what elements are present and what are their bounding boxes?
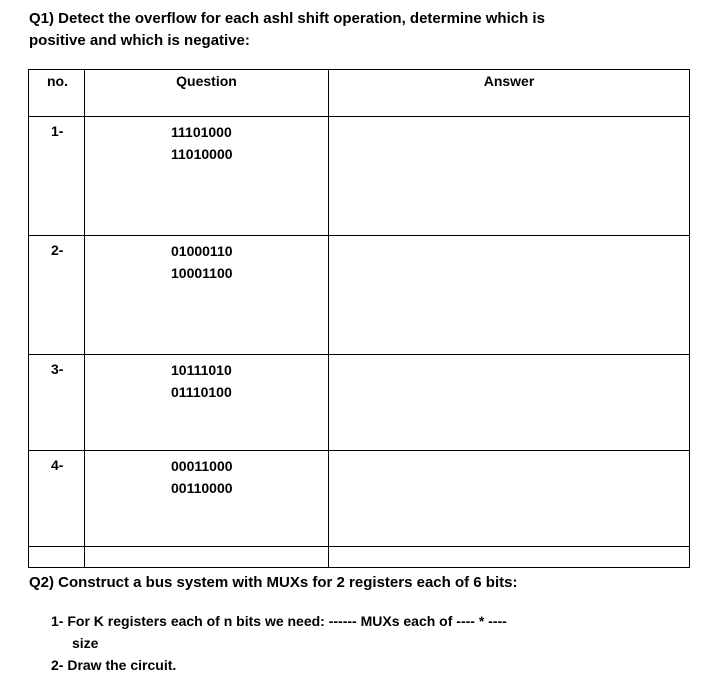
- question-1-line-1: Q1) Detect the overflow for each ashl shift operation, determine which is: [29, 10, 545, 27]
- question-cell: [85, 236, 329, 355]
- header-answer: Answer: [329, 70, 690, 117]
- row-number: 2-: [29, 236, 85, 355]
- empty-cell: [29, 547, 85, 568]
- answer-cell[interactable]: [329, 117, 690, 236]
- question-1-line-2: positive and which is negative:: [29, 32, 250, 49]
- binary-value: 00011000: [171, 458, 233, 474]
- binary-value: 01110100: [171, 384, 232, 400]
- question-cell: [85, 355, 329, 451]
- binary-value: 01000110: [171, 243, 233, 259]
- row-number: 4-: [29, 451, 85, 547]
- question-cell: [85, 451, 329, 547]
- row-number: 3-: [29, 355, 85, 451]
- binary-value: 00110000: [171, 480, 233, 496]
- table-header-row: [29, 70, 690, 117]
- binary-value: 11101000: [171, 124, 232, 140]
- answer-cell[interactable]: [329, 355, 690, 451]
- table-row: [29, 117, 690, 236]
- item-1-continuation: size: [72, 635, 99, 651]
- empty-cell: [329, 547, 690, 568]
- table-row: [29, 236, 690, 355]
- question-2-title: Q2) Construct a bus system with MUXs for 2 registers each of 6 bits:: [29, 574, 518, 591]
- question-cell: [85, 117, 329, 236]
- question-1-prompt: [29, 8, 699, 52]
- binary-value: 10111010: [171, 362, 232, 378]
- answer-table: [28, 69, 690, 568]
- empty-cell: [85, 547, 329, 568]
- binary-value: 10001100: [171, 265, 233, 281]
- answer-cell[interactable]: [329, 236, 690, 355]
- item-1: 1- For K registers each of n bits we need: ------ MUXs each of ---- * ----: [51, 613, 507, 629]
- header-no: no.: [29, 70, 85, 117]
- item-2: 2- Draw the circuit.: [51, 657, 177, 673]
- answer-cell[interactable]: [329, 451, 690, 547]
- header-question: Question: [85, 70, 329, 117]
- table-row: [29, 451, 690, 547]
- table-row-empty: [29, 547, 690, 568]
- table-row: [29, 355, 690, 451]
- binary-value: 11010000: [171, 146, 233, 162]
- row-number: 1-: [29, 117, 85, 236]
- question-2-items: [51, 610, 507, 676]
